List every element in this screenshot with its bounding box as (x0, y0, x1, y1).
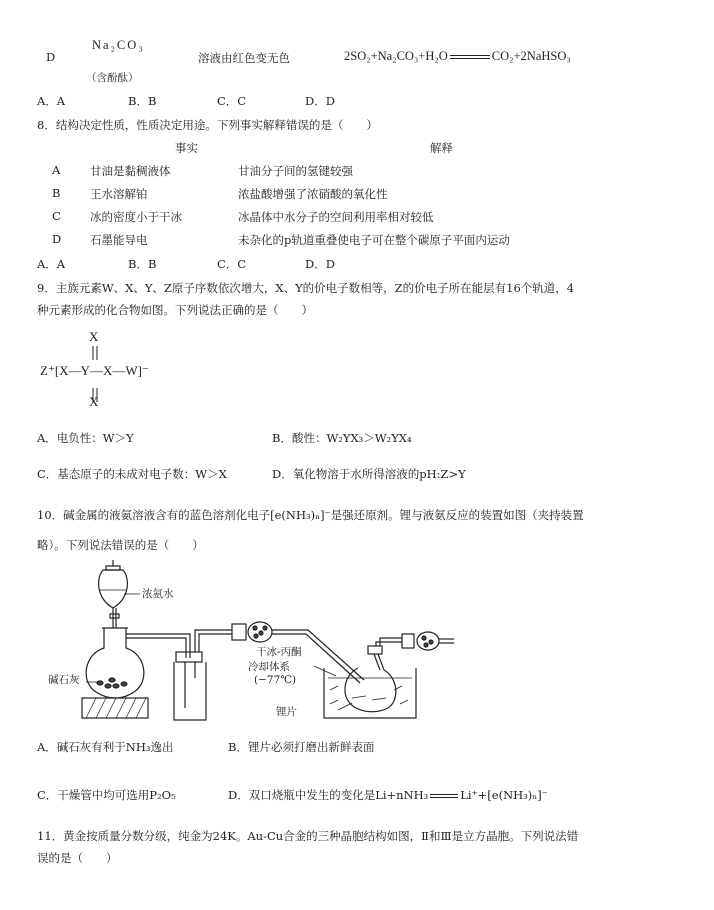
q9-struct-main (40, 363, 149, 379)
two-neck-flask-icon (345, 646, 396, 712)
separatory-funnel-icon (99, 560, 128, 628)
q8-row-d-fact: 石墨能导电 (90, 233, 148, 247)
q10-option-d[interactable] (228, 787, 548, 803)
q8-stem: 8．结构决定性质，性质决定用途。下列事实解释错误的是（ ） (37, 118, 378, 132)
q9-bracket-close: ]⁻ (137, 363, 149, 378)
q9-stem-line2: 种元素形成的化合物如图。下列说法正确的是（ ） (37, 303, 313, 317)
support-block-icon (82, 698, 148, 718)
q7-choice-c[interactable]: C．C (217, 94, 247, 108)
q8-choice-d[interactable]: D．D (305, 257, 335, 271)
q9-left-x: X (59, 363, 69, 378)
q8-row-a-label: A (52, 163, 61, 177)
q10-label-ammonia: 浓氨水 (142, 588, 174, 600)
q7-choice-a[interactable]: A．A (37, 94, 66, 108)
q10-option-d-sign (430, 794, 458, 798)
q9-bond-right: — (112, 363, 126, 378)
q7-equation-sign (450, 55, 490, 59)
q7-choice-b[interactable]: B．B (128, 94, 157, 108)
q8-row-a-explain: 甘油分子间的氢键较强 (238, 164, 353, 178)
wash-bottle-icon (174, 652, 206, 720)
q10-label-cooling-1: 干冰-丙酮 (256, 646, 302, 658)
q8-row-d-label: D (52, 232, 62, 246)
q7-reagent-note: （含酚酞） (86, 72, 139, 84)
q8-row-c-label: C (52, 209, 61, 223)
q8-row-b-label: B (52, 186, 61, 200)
q10-option-b[interactable]: B．锂片必须打磨出新鲜表面 (228, 740, 375, 754)
q8-header-fact: 事实 (175, 141, 198, 155)
q8-choice-c[interactable]: C．C (217, 257, 247, 271)
q9-bond-mid: — (89, 363, 103, 378)
q9-cation: Z⁺ (40, 363, 55, 378)
q10-stem-line1: 10．碱金属的液氨溶液含有的蓝色溶剂化电子[e(NH₃)ₙ]⁻是强还原剂。锂与液氨反应的装置如图（夹持装置 (37, 508, 584, 522)
drying-tube-icon (232, 622, 290, 642)
q8-row-b-explain: 浓盐酸增强了浓硝酸的氧化性 (238, 187, 388, 201)
q8-row-b-fact: 王水溶解铂 (90, 187, 148, 201)
q7-equation-left: 2SO₂+Na₂CO₃+H₂O (344, 49, 448, 63)
q11-stem-line2: 误的是（ ） (37, 851, 118, 865)
q7-choice-d[interactable]: D．D (305, 94, 335, 108)
q9-center-y: Y (80, 363, 90, 378)
q10-apparatus-diagram (40, 558, 470, 730)
q8-header-explain: 解释 (430, 141, 453, 155)
q9-right-x: X (102, 363, 113, 378)
q9-right-w: W (125, 363, 138, 378)
q10-label-cooling-3: (−77℃) (254, 674, 297, 686)
q9-option-b[interactable]: B．酸性：W₂YX₃＞W₂YX₄ (272, 431, 412, 445)
q9-stem-line1: 9．主族元素W、X、Y、Z原子序数依次增大，X、Y的价电子数相等，Z的价电子所在能层有16个轨道，4 (37, 281, 575, 295)
q8-choice-a[interactable]: A．A (37, 257, 66, 271)
q8-choice-b[interactable]: B．B (128, 257, 157, 271)
q11-stem-line1: 11．黄金按质量分数分级，纯金为24K。Au-Cu合金的三种晶胞结构如图，Ⅱ和Ⅲ是立方晶胞。下列说法错 (37, 829, 579, 843)
q9-bracket-open: [ (54, 363, 60, 378)
q8-row-c-explain: 冰晶体中水分子的空间利用率相对较低 (238, 210, 434, 224)
q10-option-a[interactable]: A．碱石灰有利于NH₃逸出 (37, 740, 174, 754)
q7-phenomenon: 溶液由红色变无色 (198, 51, 290, 65)
q10-label-lime: 碱石灰 (48, 674, 80, 686)
q7-equation-right: CO₂+2NaHSO₃ (491, 49, 571, 63)
q10-option-d-suffix: Li⁺+[e(NH₃)ₙ]⁻ (460, 788, 548, 802)
cooling-bath-icon (324, 668, 416, 718)
q9-option-c[interactable]: C．基态原子的未成对电子数：W＞X (37, 467, 227, 481)
q10-label-lithium: 锂片 (276, 706, 297, 718)
q8-row-d-explain: 未杂化的p轨道重叠使电子可在整个碳原子平面内运动 (238, 233, 510, 247)
q9-struct-top-x: X (89, 329, 99, 344)
q8-row-c-fact: 冰的密度小于干冰 (90, 210, 182, 224)
q10-label-cooling-2: 冷却体系 (248, 661, 290, 673)
q7-reagent-formula: Na₂CO₃ (92, 38, 145, 52)
q9-struct-bottom-x: X (89, 394, 99, 409)
q7-equation (344, 49, 571, 64)
q10-option-c[interactable]: C．干燥管中均可选用P₂O₅ (37, 788, 176, 802)
q8-row-a-fact: 甘油是黏稠液体 (90, 164, 171, 178)
q10-option-d-prefix: D．双口烧瓶中发生的变化是Li+nNH₃ (228, 788, 429, 802)
q10-stem-line2: 略）。下列说法错误的是（ ） (37, 538, 204, 552)
q9-bond-left: — (68, 363, 81, 378)
q9-option-d[interactable]: D．氧化物溶于水所得溶液的pH:Z>Y (272, 467, 466, 481)
q7-option-d-label: D (46, 50, 56, 64)
q9-option-a[interactable]: A．电负性：W＞Y (37, 431, 134, 445)
